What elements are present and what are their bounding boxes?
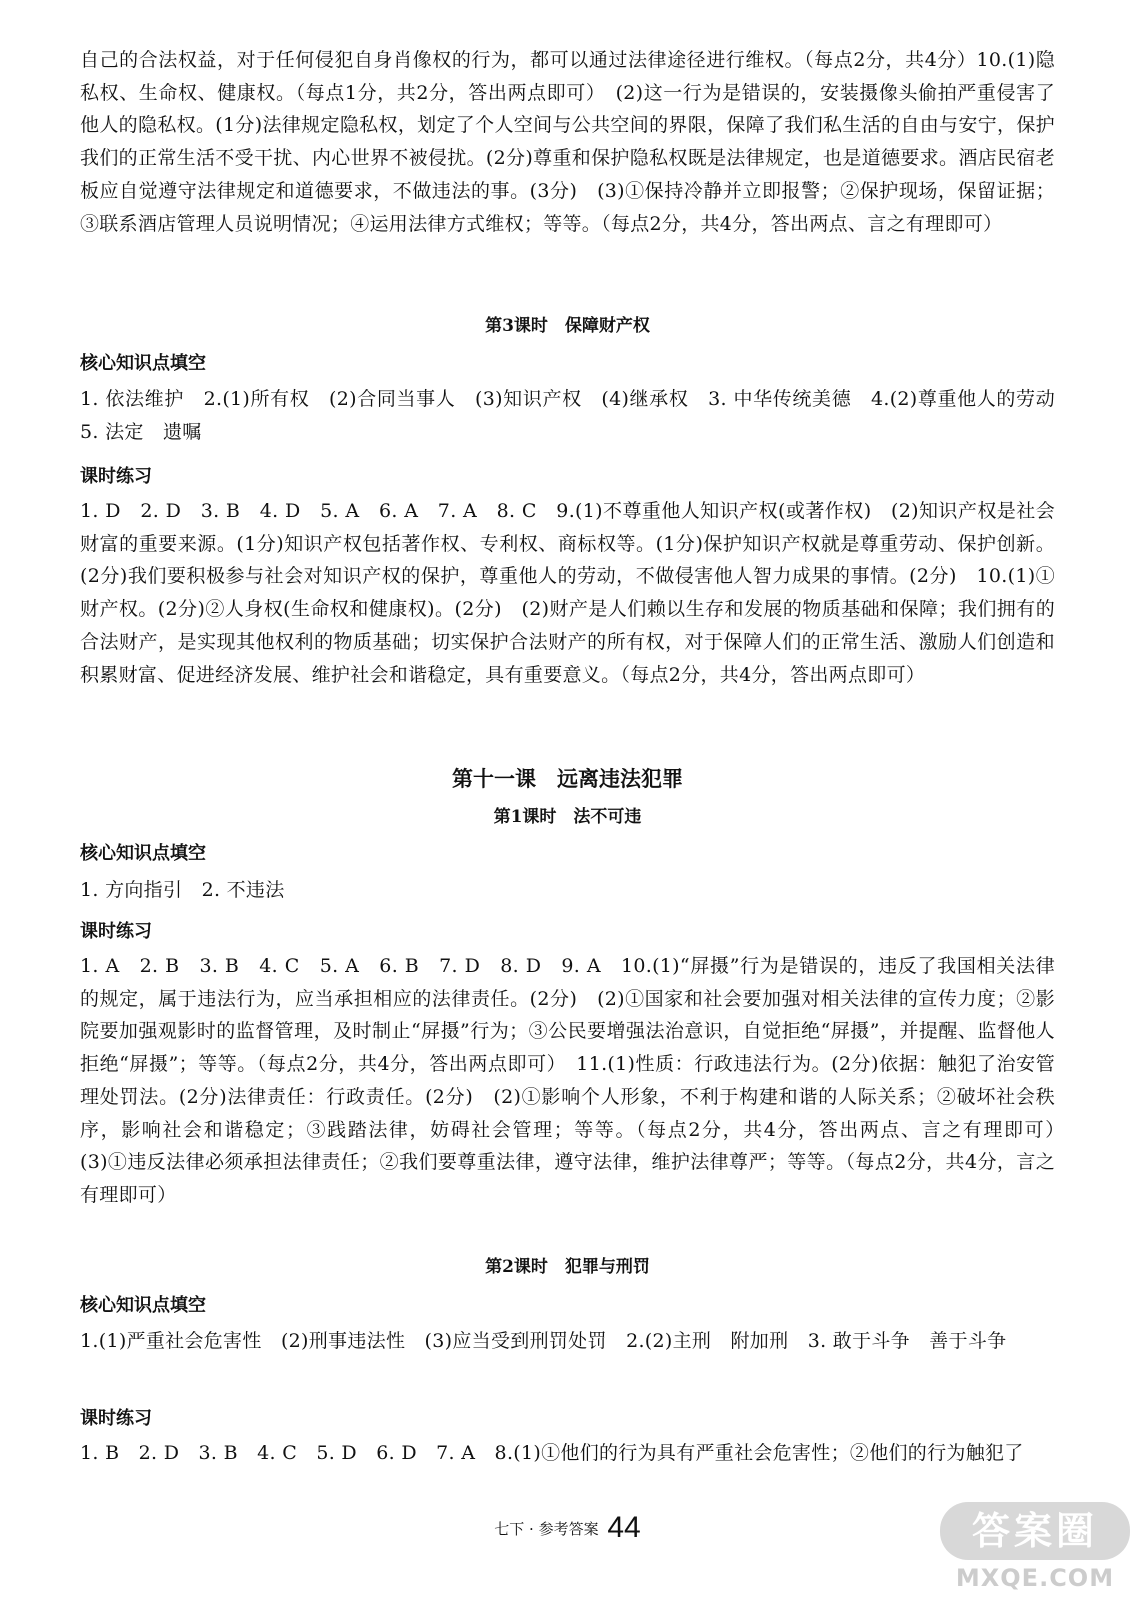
practice-answers: 1. B 2. D 3. B 4. C 5. D 6. D 7. A 8.(1)①他们的行为具有严重社会危害性；②他们的行为触犯了 (80, 1442, 1024, 1464)
footer-label: 七下 · 参考答案 (494, 1520, 599, 1538)
core-knowledge-heading: 核心知识点填空 (80, 1295, 206, 1316)
core-knowledge-heading: 核心知识点填空 (80, 353, 206, 374)
watermark-logo (940, 1502, 1130, 1598)
core-knowledge-answers: 1.(1)严重社会危害性 (2)刑事违法性 (3)应当受到刑罚处罚 2.(2)主刑 附加刑 3. 敢于斗争 善于斗争 (80, 1330, 1007, 1352)
practice-heading: 课时练习 (80, 1408, 152, 1429)
core-knowledge-heading: 核心知识点填空 (80, 843, 206, 864)
section-title-lesson3: 第3课时 保障财产权 (485, 316, 650, 336)
section-title-period1: 第1课时 法不可违 (493, 807, 642, 827)
watermark-text-en: MXQE.COM (955, 1564, 1115, 1592)
page-number: 44 (607, 1511, 641, 1544)
core-knowledge-answers: 1. 方向指引 2. 不违法 (80, 879, 285, 901)
practice-answers: 1. A 2. B 3. B 4. C 5. A 6. B 7. D 8. D 9. A 10.(1)“屏摄”行为是错误的，违反了我国相关法律的规定，属于违法行为，应当承担相应的法律责任。(2分) (2)①国家和社会要加强对相关法律的宣传力度；②影院要加强观影时的监督管理，及时制止“屏摄”行为；③公民要增强法治意识，自觉拒绝“屏摄”，并提醒、监督他人拒绝“屏摄”；等等。（每点2分，共4分，答出两点即可） 11.(1)性质：行政违法行为。(2分)依据：触犯了治安管理处罚法。(2分)法律责任：行政责任。(2分) (2)①影响个人形象，不利于构建和谐的人际关系；②破坏社会秩序，影响社会和谐稳定；③践踏法律，妨碍社会管理；等等。（每点2分，共4分，答出两点、言之有理即可） (3)①违反法律必须承担法律责任；②我们要尊重法律，遵守法律，维护法律尊严；等等。（每点2分，共4分，言之有理即可） (80, 955, 1075, 1206)
practice-heading: 课时练习 (80, 466, 152, 487)
answer-paragraph-lesson10-continued: 自己的合法权益，对于任何侵犯自身肖像权的行为，都可以通过法律途径进行维权。（每点2分，共4分）10.(1)隐私权、生命权、健康权。（每点1分，共2分，答出两点即可） (2)这一行为是错误的，安装摄像头偷拍严重侵害了他人的隐私权。(1分)法律规定隐私权，划定了个人空间与公共空间的界限，保障了我们私生活的自由与安宁，保护我们的正常生活不受干扰、内心世界不被侵扰。(2分)尊重和保护隐私权既是法律规定，也是道德要求。酒店民宿老板应自觉遵守法律规定和道德要求，不做违法的事。(3分) (3)①保持冷静并立即报警；②保护现场，保留证据；③联系酒店管理人员说明情况；④运用法律方式维权；等等。（每点2分，共4分，答出两点、言之有理即可） (80, 49, 1055, 235)
chapter-title-lesson11: 第十一课 远离违法犯罪 (452, 766, 683, 791)
practice-heading: 课时练习 (80, 921, 152, 942)
core-knowledge-answers: 1. 依法维护 2.(1)所有权 (2)合同当事人 (3)知识产权 (4)继承权 3. 中华传统美德 4.(2)尊重他人的劳动 5. 法定 遗嘱 (80, 388, 1075, 443)
practice-answers: 1. D 2. D 3. B 4. D 5. A 6. A 7. A 8. C 9.(1)不尊重他人知识产权(或著作权) (2)知识产权是社会财富的重要来源。(1分)知识产权包括著作权、专利权、商标权等。(1分)保护知识产权就是尊重劳动、保护创新。(2分)我们要积极参与社会对知识产权的保护，尊重他人的劳动，不做侵害他人智力成果的事情。(2分) 10.(1)①财产权。(2分)②人身权(生命权和健康权)。(2分) (2)财产是人们赖以生存和发展的物质基础和保障；我们拥有的合法财产，是实现其他权利的物质基础；切实保护合法财产的所有权，对于保障人们的正常生活、激励人们创造和积累财富、促进经济发展、维护社会和谐稳定，具有重要意义。（每点2分，共4分，答出两点即可） (80, 500, 1055, 686)
watermark-text-cn: 答案圈 (940, 1502, 1130, 1560)
section-title-period2: 第2课时 犯罪与刑罚 (485, 1257, 650, 1277)
